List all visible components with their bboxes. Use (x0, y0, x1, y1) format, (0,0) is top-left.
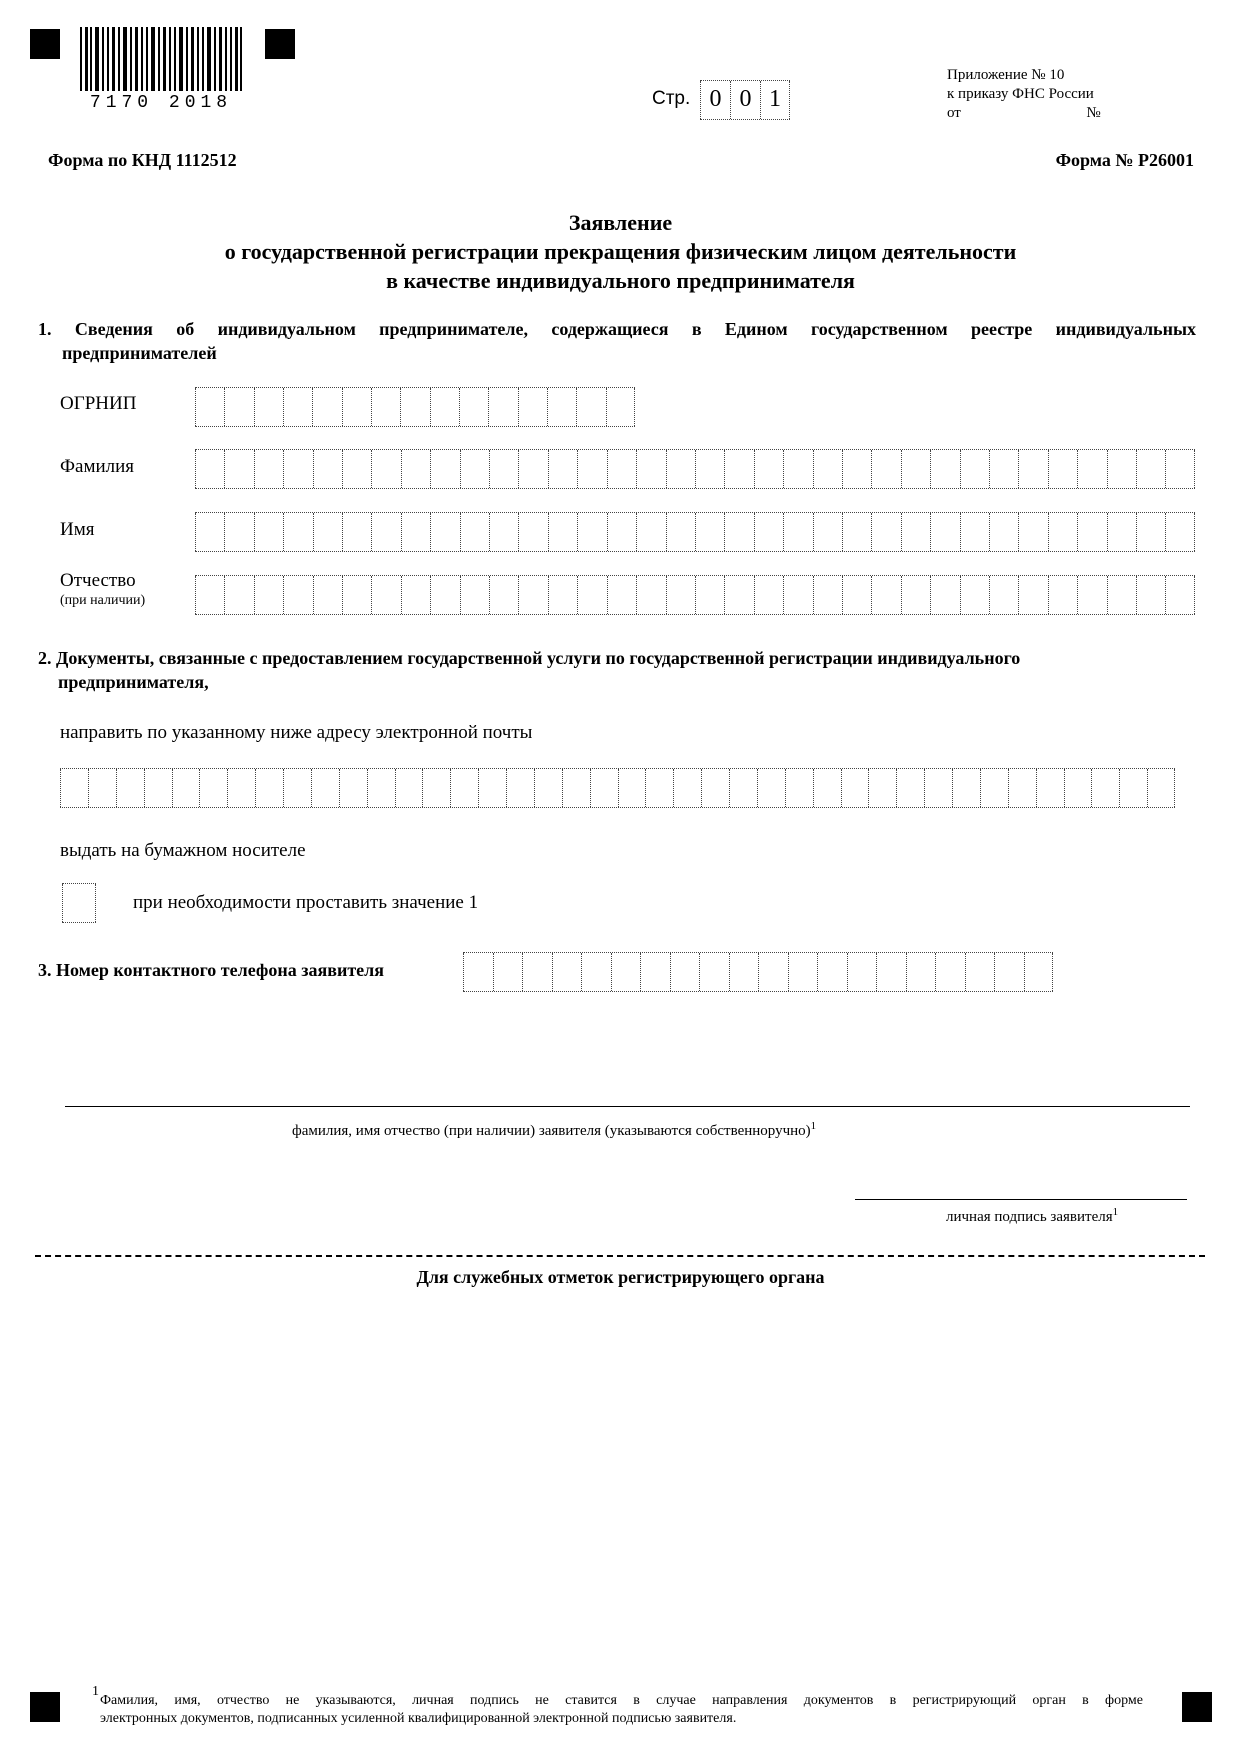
char-cell[interactable] (842, 513, 871, 551)
char-cell[interactable] (783, 513, 812, 551)
char-cell[interactable] (255, 769, 283, 807)
section-2-heading: 2. Документы, связанные с предоставлением государственной услуги по государственной регистрации индивидуального (38, 648, 1021, 668)
char-cell[interactable] (227, 769, 255, 807)
char-cell[interactable] (489, 576, 518, 614)
ogrnip-label: ОГРНИП (60, 393, 137, 414)
corner-marker-top-right (265, 29, 295, 59)
char-cell[interactable] (371, 388, 400, 426)
char-cell[interactable] (636, 513, 665, 551)
char-cell[interactable] (430, 388, 459, 426)
char-cell[interactable] (695, 450, 724, 488)
annex-line-1: Приложение № 10 (947, 67, 1065, 83)
char-cell[interactable] (367, 769, 395, 807)
name-input[interactable] (195, 512, 1195, 552)
char-cell[interactable] (960, 513, 989, 551)
char-cell[interactable] (342, 576, 371, 614)
char-cell[interactable] (430, 576, 459, 614)
char-cell[interactable] (1107, 576, 1136, 614)
annex-no: № (1086, 105, 1101, 121)
form-knd: Форма по КНД 1112512 (48, 150, 237, 170)
char-cell[interactable] (842, 450, 871, 488)
char-cell[interactable] (283, 388, 312, 426)
signature-line (855, 1199, 1187, 1200)
char-cell[interactable] (788, 953, 818, 991)
char-cell[interactable] (636, 576, 665, 614)
char-cell[interactable] (1018, 513, 1047, 551)
char-cell[interactable] (371, 450, 400, 488)
char-cell[interactable] (254, 450, 283, 488)
char-cell[interactable] (313, 576, 342, 614)
char-cell[interactable] (1165, 576, 1194, 614)
char-cell[interactable] (62, 884, 96, 922)
char-cell[interactable] (817, 953, 847, 991)
char-cell[interactable] (283, 450, 312, 488)
email-input[interactable] (60, 768, 1175, 808)
char-cell[interactable] (489, 513, 518, 551)
page-digit: 0 (700, 81, 730, 119)
char-cell[interactable] (60, 769, 88, 807)
section-2-heading-cont: предпринимателя, (58, 672, 209, 692)
char-cell[interactable] (422, 769, 450, 807)
char-cell[interactable] (548, 513, 577, 551)
char-cell[interactable] (841, 769, 869, 807)
char-cell[interactable] (813, 576, 842, 614)
char-cell[interactable] (195, 388, 224, 426)
email-label: направить по указанному ниже адресу электронной почты (60, 722, 533, 743)
char-cell[interactable] (607, 513, 636, 551)
page-number-cells (700, 80, 790, 120)
char-cell[interactable] (401, 513, 430, 551)
char-cell[interactable] (577, 513, 606, 551)
patronymic-label: Отчество (60, 570, 136, 591)
char-cell[interactable] (1048, 513, 1077, 551)
char-cell[interactable] (506, 769, 534, 807)
char-cell[interactable] (283, 769, 311, 807)
char-cell[interactable] (224, 388, 253, 426)
char-cell[interactable] (611, 953, 641, 991)
char-cell[interactable] (254, 576, 283, 614)
char-cell[interactable] (729, 769, 757, 807)
char-cell[interactable] (607, 576, 636, 614)
char-cell[interactable] (577, 450, 606, 488)
char-cell[interactable] (871, 576, 900, 614)
surname-label: Фамилия (60, 456, 135, 477)
footnote-line-2: электронных документов, подписанных усиленной квалифицированной электронной подписью заявителя. (100, 1711, 737, 1726)
char-cell[interactable] (254, 513, 283, 551)
char-cell[interactable] (1077, 576, 1106, 614)
char-cell[interactable] (930, 450, 959, 488)
name-label: Имя (60, 519, 95, 540)
char-cell[interactable] (522, 953, 552, 991)
char-cell[interactable] (552, 953, 582, 991)
char-cell[interactable] (478, 769, 506, 807)
char-cell[interactable] (960, 450, 989, 488)
corner-marker-bottom-right (1182, 1692, 1212, 1722)
section-3-heading: 3. Номер контактного телефона заявителя (38, 960, 384, 980)
char-cell[interactable] (868, 769, 896, 807)
char-cell[interactable] (195, 450, 224, 488)
footnote (100, 1692, 1143, 1728)
signature-caption-text: личная подпись заявителя (946, 1209, 1113, 1225)
char-cell[interactable] (518, 450, 547, 488)
char-cell[interactable] (450, 769, 478, 807)
char-cell[interactable] (339, 769, 367, 807)
annex-block (947, 66, 1101, 123)
char-cell[interactable] (640, 953, 670, 991)
char-cell[interactable] (459, 388, 488, 426)
char-cell[interactable] (758, 953, 788, 991)
char-cell[interactable] (1165, 513, 1194, 551)
char-cell[interactable] (783, 576, 812, 614)
char-cell[interactable] (952, 769, 980, 807)
char-cell[interactable] (924, 769, 952, 807)
char-cell[interactable] (371, 513, 400, 551)
char-cell[interactable] (618, 769, 646, 807)
char-cell[interactable] (901, 576, 930, 614)
char-cell[interactable] (699, 953, 729, 991)
char-cell[interactable] (1091, 769, 1119, 807)
char-cell[interactable] (488, 388, 517, 426)
char-cell[interactable] (172, 769, 200, 807)
document-subtitle-1: о государственной регистрации прекращения физическим лицом деятельности (224, 239, 1017, 264)
char-cell[interactable] (666, 513, 695, 551)
char-cell[interactable] (460, 513, 489, 551)
char-cell[interactable] (1048, 450, 1077, 488)
char-cell[interactable] (994, 953, 1024, 991)
char-cell[interactable] (729, 953, 759, 991)
char-cell[interactable] (1018, 450, 1047, 488)
char-cell[interactable] (607, 450, 636, 488)
char-cell[interactable] (989, 576, 1018, 614)
char-cell[interactable] (342, 513, 371, 551)
char-cell[interactable] (313, 450, 342, 488)
char-cell[interactable] (224, 450, 253, 488)
fio-line (65, 1106, 1190, 1107)
char-cell[interactable] (645, 769, 673, 807)
char-cell[interactable] (518, 576, 547, 614)
char-cell[interactable] (430, 450, 459, 488)
official-heading: Для служебных отметок регистрирующего органа (416, 1267, 825, 1287)
char-cell[interactable] (876, 953, 906, 991)
page-label: Стр. (652, 88, 691, 109)
char-cell[interactable] (606, 388, 635, 426)
page-digit: 0 (730, 81, 760, 119)
page-digit: 1 (760, 81, 790, 119)
document-title: Заявление (568, 210, 673, 235)
char-cell[interactable] (1107, 450, 1136, 488)
char-cell[interactable] (1018, 576, 1047, 614)
char-cell[interactable] (1165, 450, 1194, 488)
annex-from: от (947, 105, 961, 121)
char-cell[interactable] (116, 769, 144, 807)
char-cell[interactable] (1036, 769, 1064, 807)
char-cell[interactable] (847, 953, 877, 991)
char-cell[interactable] (342, 450, 371, 488)
char-cell[interactable] (666, 450, 695, 488)
signature-caption (946, 1206, 1118, 1226)
char-cell[interactable] (88, 769, 116, 807)
char-cell[interactable] (871, 513, 900, 551)
char-cell[interactable] (724, 450, 753, 488)
section-1-heading-cont: предпринимателей (62, 343, 217, 363)
char-cell[interactable] (636, 450, 665, 488)
char-cell[interactable] (1136, 513, 1165, 551)
char-cell[interactable] (534, 769, 562, 807)
char-cell[interactable] (1064, 769, 1092, 807)
char-cell[interactable] (965, 953, 995, 991)
char-cell[interactable] (695, 513, 724, 551)
char-cell[interactable] (518, 388, 547, 426)
signature-footnote-mark: 1 (1112, 1206, 1119, 1218)
char-cell[interactable] (1147, 769, 1175, 807)
char-cell[interactable] (518, 513, 547, 551)
char-cell[interactable] (562, 769, 590, 807)
ogrnip-input[interactable] (195, 387, 635, 427)
barcode-number: 7170 2018 (89, 93, 233, 113)
char-cell[interactable] (980, 769, 1008, 807)
char-cell[interactable] (754, 513, 783, 551)
char-cell[interactable] (695, 576, 724, 614)
char-cell[interactable] (576, 388, 605, 426)
char-cell[interactable] (577, 576, 606, 614)
paper-label: выдать на бумажном носителе (60, 840, 306, 861)
annex-line-2: к приказу ФНС России (947, 86, 1094, 102)
char-cell[interactable] (144, 769, 172, 807)
char-cell[interactable] (199, 769, 227, 807)
char-cell[interactable] (401, 576, 430, 614)
char-cell[interactable] (906, 953, 936, 991)
char-cell[interactable] (590, 769, 618, 807)
char-cell[interactable] (960, 576, 989, 614)
char-cell[interactable] (757, 769, 785, 807)
char-cell[interactable] (547, 388, 576, 426)
char-cell[interactable] (460, 450, 489, 488)
patronymic-note: (при наличии) (60, 593, 146, 608)
paper-hint: при необходимости проставить значение 1 (133, 892, 479, 913)
char-cell[interactable] (896, 769, 924, 807)
char-cell[interactable] (224, 513, 253, 551)
char-cell[interactable] (195, 576, 224, 614)
char-cell[interactable] (754, 450, 783, 488)
char-cell[interactable] (1136, 450, 1165, 488)
form-number: Форма № Р26001 (1055, 150, 1194, 170)
char-cell[interactable] (195, 513, 224, 551)
char-cell[interactable] (401, 450, 430, 488)
char-cell[interactable] (1008, 769, 1036, 807)
document-subtitle-2: в качестве индивидуального предпринимателя (386, 268, 855, 293)
char-cell[interactable] (460, 576, 489, 614)
char-cell[interactable] (312, 388, 341, 426)
surname-input[interactable] (195, 449, 1195, 489)
char-cell[interactable] (989, 513, 1018, 551)
char-cell[interactable] (901, 450, 930, 488)
char-cell[interactable] (813, 513, 842, 551)
char-cell[interactable] (901, 513, 930, 551)
char-cell[interactable] (813, 450, 842, 488)
char-cell[interactable] (673, 769, 701, 807)
char-cell[interactable] (581, 953, 611, 991)
char-cell[interactable] (254, 388, 283, 426)
char-cell[interactable] (1024, 953, 1054, 991)
barcode-image (80, 27, 242, 91)
char-cell[interactable] (724, 576, 753, 614)
char-cell[interactable] (493, 953, 523, 991)
char-cell[interactable] (666, 576, 695, 614)
char-cell[interactable] (930, 576, 959, 614)
footnote-mark: 1 (92, 1684, 99, 1699)
corner-marker-bottom-left (30, 1692, 60, 1722)
char-cell[interactable] (813, 769, 841, 807)
char-cell[interactable] (935, 953, 965, 991)
cut-line (35, 1255, 1205, 1257)
annex-line-3 (947, 104, 1101, 123)
char-cell[interactable] (1077, 450, 1106, 488)
char-cell[interactable] (548, 576, 577, 614)
char-cell[interactable] (283, 513, 312, 551)
char-cell[interactable] (283, 576, 312, 614)
char-cell[interactable] (1107, 513, 1136, 551)
char-cell[interactable] (489, 450, 518, 488)
char-cell[interactable] (1077, 513, 1106, 551)
phone-input[interactable] (463, 952, 1053, 992)
char-cell[interactable] (1048, 576, 1077, 614)
char-cell[interactable] (842, 576, 871, 614)
char-cell[interactable] (754, 576, 783, 614)
char-cell[interactable] (430, 513, 459, 551)
char-cell[interactable] (724, 513, 753, 551)
fio-footnote-mark: 1 (810, 1120, 817, 1132)
char-cell[interactable] (989, 450, 1018, 488)
char-cell[interactable] (224, 576, 253, 614)
char-cell[interactable] (785, 769, 813, 807)
patronymic-input[interactable] (195, 575, 1195, 615)
corner-marker-top-left (30, 29, 60, 59)
char-cell[interactable] (395, 769, 423, 807)
char-cell[interactable] (463, 953, 493, 991)
char-cell[interactable] (930, 513, 959, 551)
char-cell[interactable] (342, 388, 371, 426)
fio-caption (292, 1120, 816, 1140)
char-cell[interactable] (1136, 576, 1165, 614)
char-cell[interactable] (871, 450, 900, 488)
char-cell[interactable] (701, 769, 729, 807)
char-cell[interactable] (371, 576, 400, 614)
fio-caption-text: фамилия, имя отчество (при наличии) заявителя (указываются собственноручно) (292, 1123, 811, 1139)
paper-flag-input[interactable] (62, 883, 96, 923)
char-cell[interactable] (783, 450, 812, 488)
char-cell[interactable] (400, 388, 429, 426)
char-cell[interactable] (313, 513, 342, 551)
footnote-line-1: Фамилия, имя, отчество не указываются, личная подпись не ставится в случае направления документов в регистрирующий орган в форме (100, 1693, 1143, 1708)
char-cell[interactable] (548, 450, 577, 488)
char-cell[interactable] (670, 953, 700, 991)
section-1-heading: 1. Сведения об индивидуальном предпринимателе, содержащиеся в Едином государственном реестре индивидуальных (38, 319, 1196, 339)
char-cell[interactable] (1119, 769, 1147, 807)
char-cell[interactable] (311, 769, 339, 807)
